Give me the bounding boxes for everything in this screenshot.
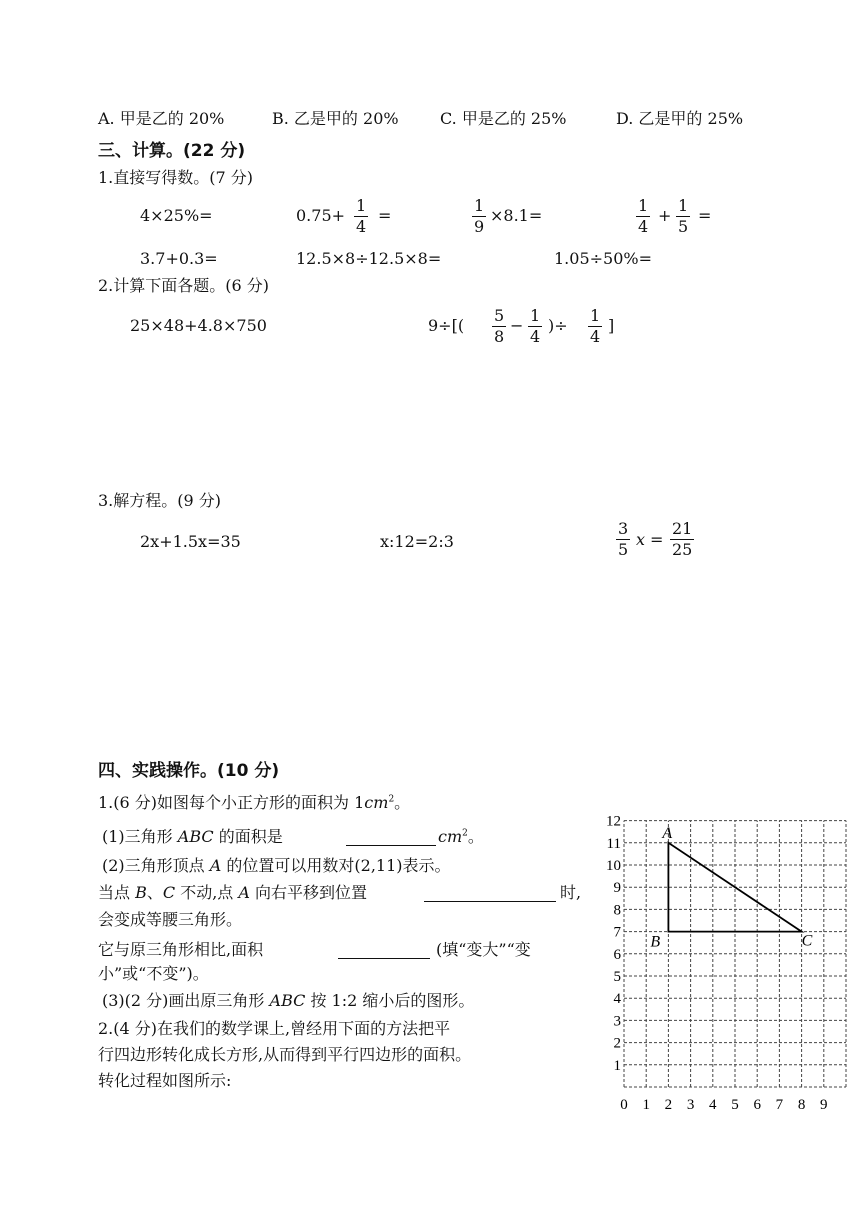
- point-label-b: B: [650, 933, 661, 951]
- y-tick-label: 8: [613, 902, 621, 919]
- q2-expr-2-fraction-1: [492, 307, 506, 346]
- text: 当点: [98, 883, 136, 902]
- s4-line-6b: (填“变大”“变: [436, 940, 531, 959]
- text: (2)三角形顶点: [102, 856, 210, 875]
- q2-title: 2.计算下面各题。(6 分): [98, 276, 270, 295]
- q1-expr-4-fraction-2: [676, 197, 690, 236]
- q1-expr-4-suffix: =: [698, 206, 712, 225]
- coordinate-grid: [596, 812, 856, 1112]
- q1-expr-5: 3.7+0.3=: [140, 249, 218, 268]
- denominator: 5: [678, 217, 689, 236]
- denominator: 8: [494, 327, 505, 346]
- text: 不动,点: [175, 883, 239, 902]
- q1-expr-2-fraction: [354, 197, 368, 236]
- y-tick-label: 10: [606, 858, 621, 874]
- numerator: 1: [474, 196, 485, 215]
- q2-expr-2-mid: )÷: [548, 316, 568, 335]
- label: C: [162, 883, 176, 902]
- s4-line-6a: 它与原三角形相比,面积: [98, 940, 264, 959]
- choice-b: B. 乙是甲的 20%: [272, 109, 399, 128]
- q1-expr-2-prefix: 0.75+: [296, 206, 346, 225]
- text: 。: [394, 793, 411, 812]
- superscript: 2: [388, 794, 395, 805]
- x-tick-label: 0: [620, 1097, 628, 1112]
- text: (3)(2 分)画出原三角形: [102, 991, 270, 1010]
- y-tick-label: 5: [613, 969, 621, 985]
- y-tick-label: 12: [606, 813, 621, 830]
- q1-expr-1: 4×25%=: [140, 206, 213, 225]
- text: 按 1:2 缩小后的图形。: [305, 991, 475, 1010]
- x-tick-label: 4: [709, 1097, 717, 1112]
- x-axis-labels: [620, 1097, 827, 1112]
- choice-c: C. 甲是乙的 25%: [440, 109, 567, 128]
- q2-expr-2-prefix: 9÷[(: [428, 316, 465, 335]
- numerator: 1: [590, 306, 601, 325]
- s4-line-11: 转化过程如图所示:: [98, 1071, 232, 1090]
- unit: cm: [364, 793, 389, 812]
- text: 向右平移到位置: [249, 883, 368, 902]
- q2-expr-1: 25×48+4.8×750: [130, 316, 267, 335]
- choice-d: D. 乙是甲的 25%: [616, 109, 744, 128]
- s4-line-8: [102, 993, 474, 1009]
- s4-line-9: 2.(4 分)在我们的数学课上,曾经用下面的方法把平: [98, 1019, 451, 1038]
- denominator: 5: [618, 540, 629, 559]
- x-tick-label: 6: [753, 1097, 761, 1112]
- q3-expr-3-fraction-1: [616, 520, 630, 559]
- denominator: 4: [356, 217, 367, 236]
- numerator: 5: [494, 306, 505, 325]
- q3-expr-3-var: x: [636, 530, 646, 549]
- numerator: 1: [356, 196, 367, 215]
- s4-line-2: [102, 829, 283, 845]
- text: 的位置可以用数对(2,11)表示。: [221, 856, 451, 875]
- choice-a: A. 甲是乙的 20%: [98, 109, 225, 128]
- point-label-a: A: [662, 824, 673, 842]
- q1-expr-7: 1.05÷50%=: [554, 249, 652, 268]
- q2-expr-2-op: −: [510, 316, 524, 335]
- q1-expr-3-fraction: [472, 197, 486, 236]
- y-tick-label: 4: [613, 991, 621, 1008]
- y-tick-label: 2: [613, 1035, 621, 1052]
- q1-title: 1.直接写得数。(7 分): [98, 168, 254, 187]
- s4-line-5: 会变成等腰三角形。: [98, 910, 243, 929]
- x-tick-label: 3: [686, 1097, 695, 1112]
- x-tick-label: 5: [731, 1097, 739, 1112]
- y-tick-label: 9: [613, 880, 621, 897]
- denominator: 9: [474, 217, 485, 236]
- text: 。: [467, 827, 484, 846]
- numerator: 1: [678, 196, 689, 215]
- q1-expr-4-fraction-1: [636, 197, 650, 236]
- x-tick-label: 7: [775, 1097, 784, 1112]
- unit: cm: [438, 827, 463, 846]
- numerator: 1: [638, 196, 649, 215]
- s4-line-2-unit: [438, 829, 484, 845]
- label: ABC: [269, 991, 306, 1010]
- q1-expr-4-op: +: [658, 206, 672, 225]
- q3-expr-3-fraction-2: [670, 520, 694, 559]
- s4-line-4: [98, 885, 367, 901]
- x-tick-label: 2: [664, 1097, 673, 1112]
- section4-title: 四、实践操作。(10 分): [98, 761, 280, 781]
- answer-blank-compare[interactable]: [338, 958, 430, 959]
- q3-title: 3.解方程。(9 分): [98, 491, 222, 510]
- s4-line-1: [98, 795, 410, 811]
- s4-line-10: 行四边形转化成长方形,从而得到平行四边形的面积。: [98, 1045, 472, 1064]
- denominator: 4: [638, 217, 649, 236]
- q2-expr-2-fraction-3: [588, 307, 602, 346]
- y-tick-label: 7: [613, 924, 621, 941]
- x-tick-label: 1: [642, 1097, 650, 1112]
- grid-lines: [624, 821, 846, 1087]
- q3-expr-1: 2x+1.5x=35: [140, 532, 241, 551]
- y-axis-labels: [606, 814, 622, 1074]
- text: 1.(6 分)如图每个小正方形的面积为 1: [98, 793, 365, 812]
- y-tick-label: 6: [613, 946, 621, 963]
- y-tick-label: 11: [606, 835, 621, 852]
- denominator: 25: [672, 540, 693, 559]
- s4-line-4-end: 时,: [560, 883, 582, 902]
- q3-expr-3-eq: =: [650, 530, 664, 549]
- q3-expr-2: x:12=2:3: [380, 532, 454, 551]
- numerator: 3: [618, 519, 629, 538]
- label: A: [209, 856, 222, 875]
- label: ABC: [177, 827, 214, 846]
- q2-expr-2-suffix: ]: [608, 316, 615, 335]
- x-tick-label: 9: [820, 1097, 828, 1112]
- text: 的面积是: [213, 827, 283, 846]
- answer-blank-position[interactable]: [424, 901, 556, 902]
- point-label-c: C: [801, 932, 813, 950]
- q1-expr-3-suffix: ×8.1=: [490, 206, 543, 225]
- denominator: 4: [590, 327, 601, 346]
- s4-line-3: [102, 858, 451, 874]
- label: B: [135, 883, 147, 902]
- numerator: 1: [530, 306, 541, 325]
- label: A: [238, 883, 250, 902]
- text: (1)三角形: [102, 827, 178, 846]
- q1-expr-2-suffix: =: [378, 206, 392, 225]
- denominator: 4: [530, 327, 541, 346]
- x-tick-label: 8: [797, 1097, 806, 1112]
- superscript: 2: [462, 828, 468, 839]
- section3-title: 三、计算。(22 分): [98, 141, 246, 161]
- y-tick-label: 1: [613, 1057, 621, 1074]
- s4-line-7: 小”或“不变”)。: [98, 964, 209, 983]
- numerator: 21: [672, 519, 693, 538]
- y-tick-label: 3: [613, 1013, 621, 1030]
- q1-expr-6: 12.5×8÷12.5×8=: [296, 249, 442, 268]
- q2-expr-2-fraction-2: [528, 307, 542, 346]
- answer-blank-area[interactable]: [346, 845, 436, 846]
- text: 、: [146, 883, 163, 902]
